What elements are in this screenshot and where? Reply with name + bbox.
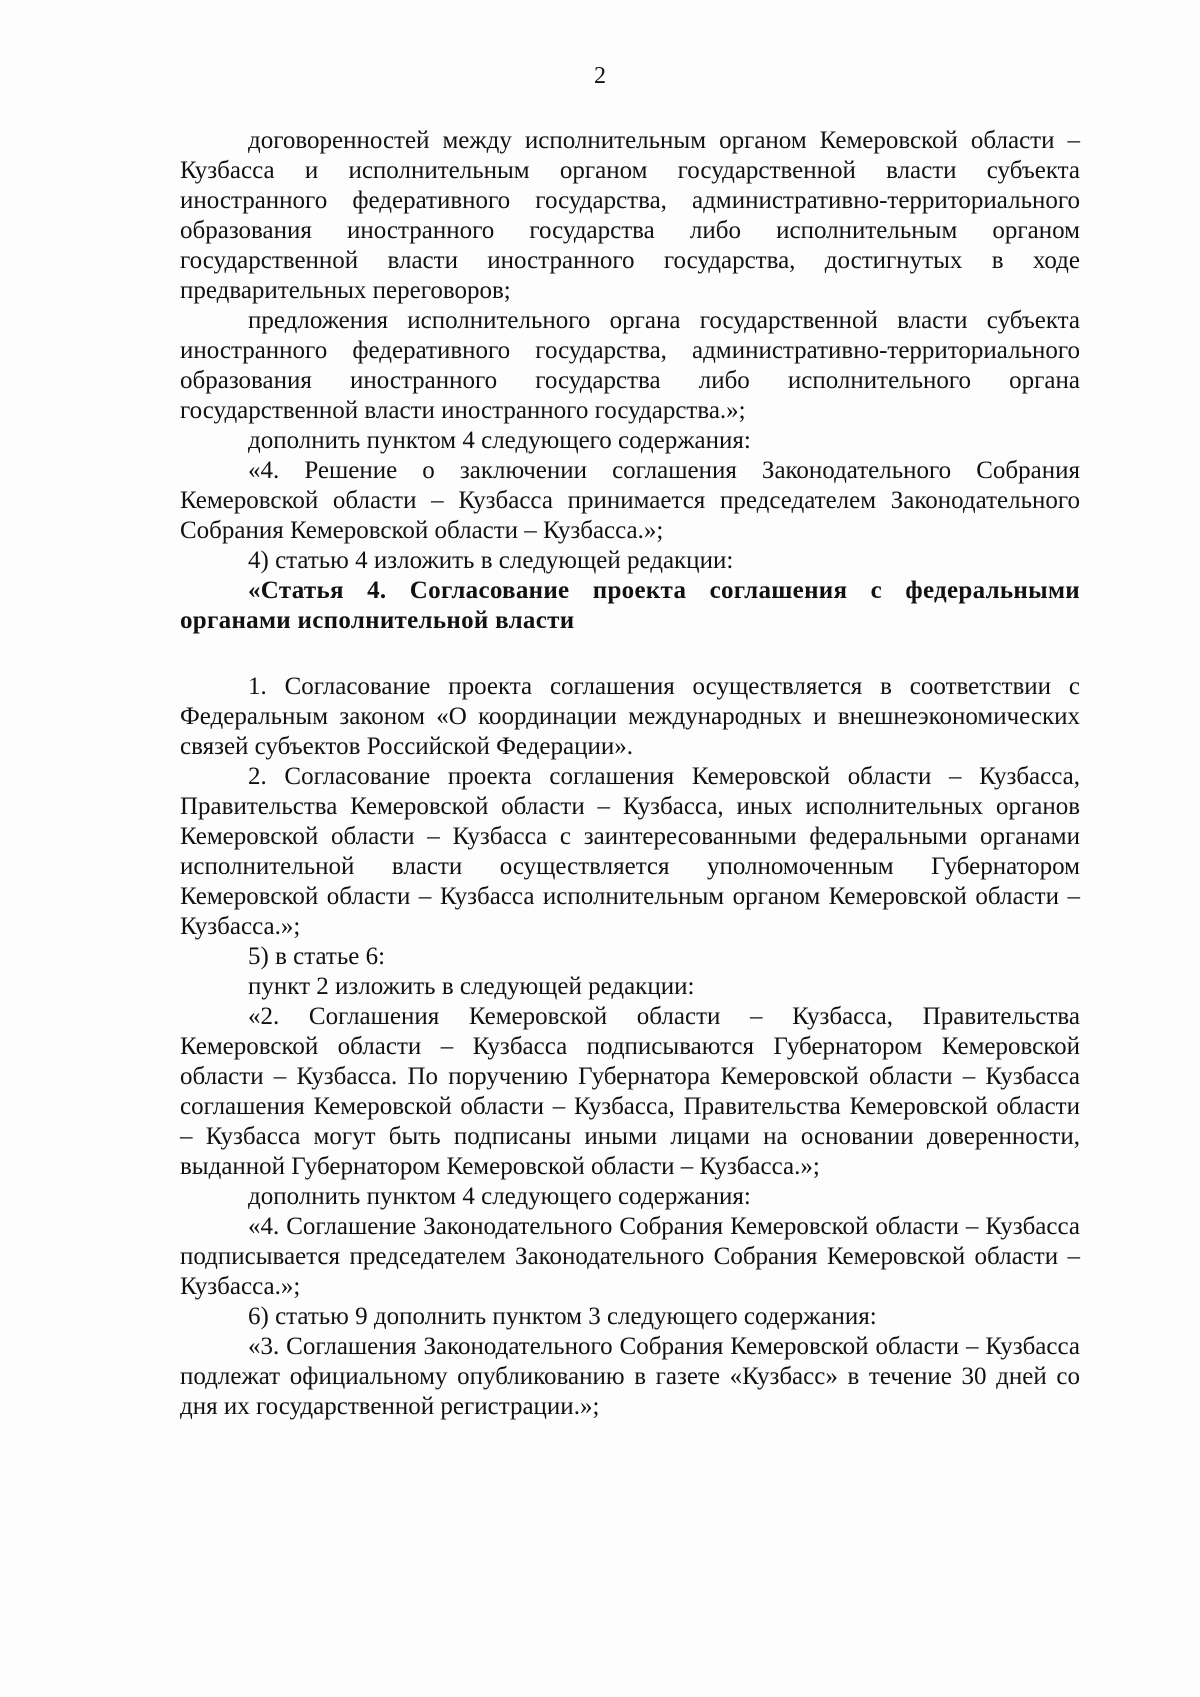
paragraph-article-4-amendment: 4) статью 4 изложить в следующей редакции: [248,547,734,574]
paragraph-article-9-amendment: 6) статью 9 дополнить пунктом 3 следующего содержания: [248,1303,877,1330]
page-number: 2 [594,63,606,89]
paragraph-point-3-publication: «3. Соглашения Законодательного Собрания Кемеровской области – Кузбасса подлежат официальному опубликованию в газете «Кузбасс» в течение 30 дней со дня их государственной регистрации.»; [180,1333,1080,1420]
paragraph-point-2-amendment: пункт 2 изложить в следующей редакции: [248,973,695,1000]
paragraph-point-4-decision: «4. Решение о заключении соглашения Законодательного Собрания Кемеровской области – Кузбасса принимается председателем Законодательного Собрания Кемеровской области – Кузбасса.»; [180,457,1080,544]
paragraph-agreements-reached: договоренностей между исполнительным органом Кемеровской области – Кузбасса и исполнительным органом государственной власти субъекта иностранного федеративного государства, административно-территориального образования иностранного государства либо исполнительным органом государственной власти иностранного государства, достигнутых в ходе предварительных переговоров; [180,127,1080,304]
paragraph-point-2-text: «2. Соглашения Кемеровской области – Кузбасса, Правительства Кемеровской области – Кузбасса подписываются Губернатором Кемеровской области – Кузбасса. По поручению Губернатора Кемеровской области – Кузбасса соглашения Кемеровской области – Кузбасса, Правительства Кемеровской области – Кузбасса могут быть подписаны иными лицами на основании доверенности, выданной Губернатором Кемеровской области – Кузбасса.»; [180,1003,1080,1180]
paragraph-proposals: предложения исполнительного органа государственной власти субъекта иностранного федеративного государства, административно-территориального образования иностранного государства либо исполнительного органа государственной власти иностранного государства.»; [180,307,1080,424]
paragraph-point-4-signing: «4. Соглашение Законодательного Собрания Кемеровской области – Кузбасса подписывается председателем Законодательного Собрания Кемеровской области – Кузбасса.»; [180,1213,1080,1300]
document-body [180,126,1080,1422]
paragraph-article-6-intro: 5) в статье 6: [248,943,386,970]
paragraph-add-point-4-second: дополнить пунктом 4 следующего содержания: [248,1183,751,1210]
paragraph-add-point-4: дополнить пунктом 4 следующего содержания: [248,427,751,454]
paragraph-article-4-point-1: 1. Согласование проекта соглашения осуществляется в соответствии с Федеральным законом «О координации международных и внешнеэкономических связей субъектов Российской Федерации». [180,673,1080,760]
article-4-heading: «Статья 4. Согласование проекта соглашения с федеральными органами исполнительной власти [180,577,1080,634]
paragraph-article-4-point-2: 2. Согласование проекта соглашения Кемеровской области – Кузбасса, Правительства Кемеровской области – Кузбасса, иных исполнительных органов Кемеровской области – Кузбасса с заинтересованными федеральными органами исполнительной власти осуществляется уполномоченным Губернатором Кемеровской области – Кузбасса исполнительным органом Кемеровской области – Кузбасса.»; [180,763,1080,940]
